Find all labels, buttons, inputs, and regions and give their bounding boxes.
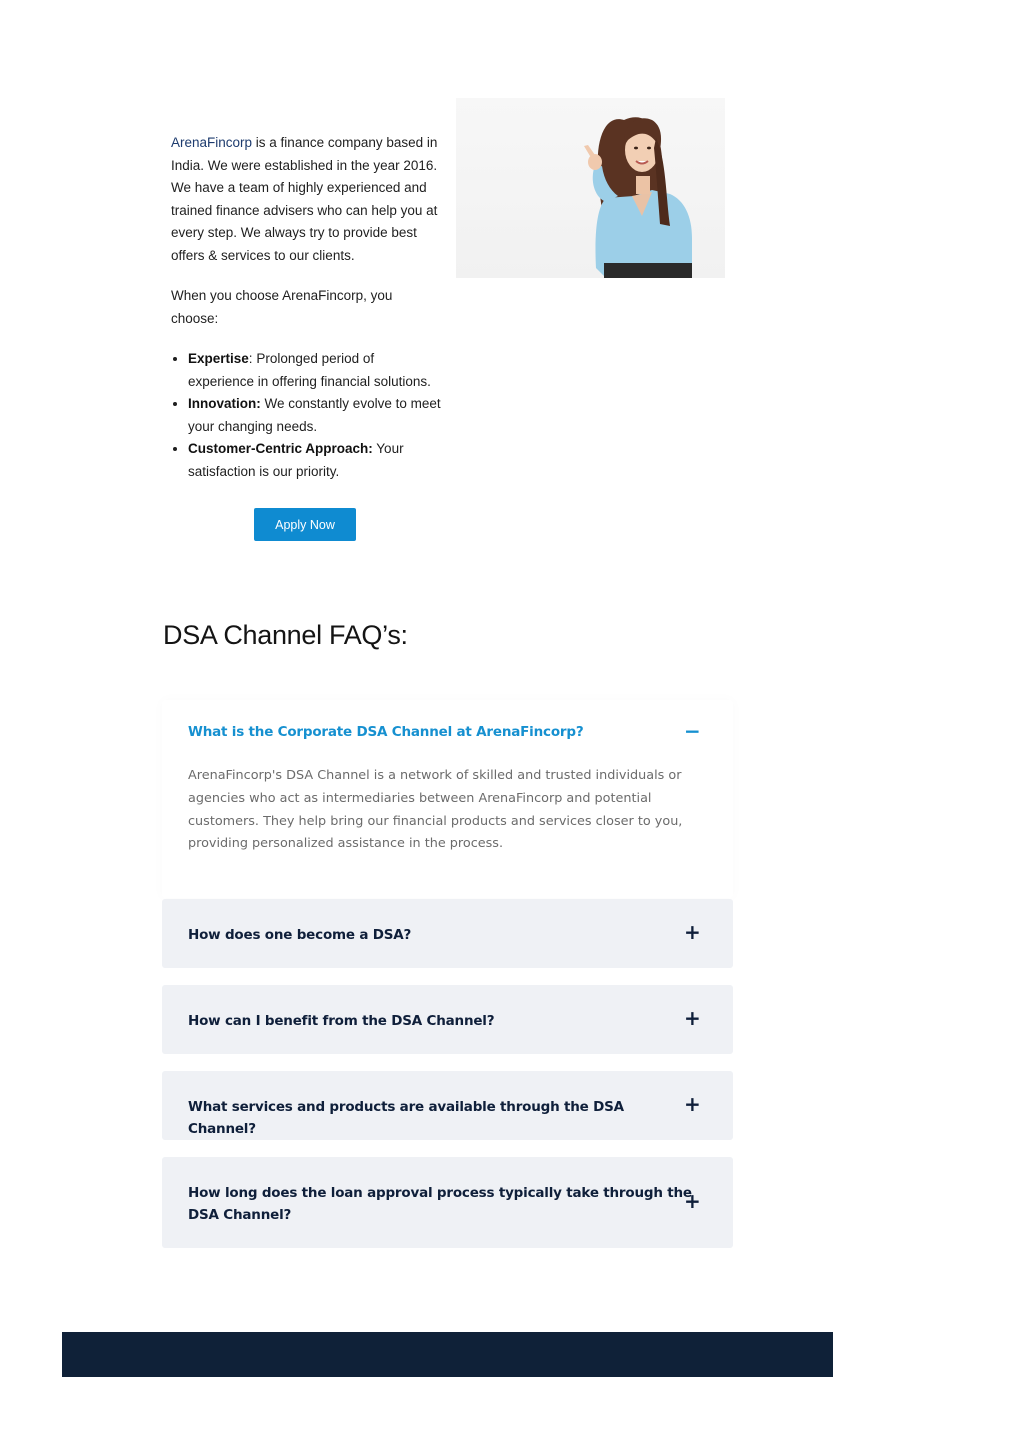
- faq-item-benefit[interactable]: [162, 985, 733, 1054]
- footer-bar: [62, 1332, 833, 1377]
- faq-question[interactable]: What services and products are available through the DSA Channel?: [188, 1099, 624, 1137]
- list-item: • Expertise: Prolonged period of experience in offering financial solutions.: [188, 348, 443, 393]
- list-item: • Innovation: We constantly evolve to meet your changing needs.: [188, 393, 443, 438]
- faq-answer: ArenaFincorp's DSA Channel is a network of skilled and trusted individuals or agencies who act as intermediaries between ArenaFincorp and potential customers. They help bring our financial products and services closer to you, providing personalized assistance in the process.: [188, 768, 683, 852]
- choose-text: When you choose ArenaFincorp, you choose:: [171, 288, 393, 326]
- faq-item-approval-time[interactable]: [162, 1157, 733, 1248]
- plus-icon[interactable]: +: [684, 920, 701, 944]
- faq-question[interactable]: What is the Corporate DSA Channel at ArenaFincorp?: [188, 724, 584, 740]
- faq-item-become-dsa[interactable]: [162, 899, 733, 968]
- list-item: • Customer-Centric Approach: Your satisfaction is our priority.: [188, 438, 443, 483]
- plus-icon[interactable]: +: [684, 1092, 701, 1116]
- faq-item-corporate-dsa: [162, 700, 733, 898]
- arenafincorp-link[interactable]: ArenaFincorp: [171, 135, 253, 150]
- intro-paragraph: [171, 132, 443, 267]
- benefits-list: [171, 348, 443, 483]
- faq-question[interactable]: How can I benefit from the DSA Channel?: [188, 1013, 495, 1029]
- faq-heading: DSA Channel FAQ’s:: [163, 620, 408, 650]
- woman-illustration: [456, 98, 725, 278]
- faq-item-services[interactable]: [162, 1071, 733, 1140]
- plus-icon[interactable]: +: [684, 1189, 701, 1213]
- faq-question[interactable]: How does one become a DSA?: [188, 927, 412, 943]
- about-section: [171, 132, 443, 483]
- faq-question[interactable]: How long does the loan approval process typically take through the DSA Channel?: [188, 1185, 692, 1223]
- apply-now-button[interactable]: Apply Now: [254, 508, 356, 541]
- intro-text: is a finance company based in India. We were established in the year 2016. We have a team of highly experienced and trained finance advisers who can help you at every step. We always try to provide best offers & services to our clients.: [171, 135, 438, 263]
- plus-icon[interactable]: +: [684, 1006, 701, 1030]
- woman-pointing-image: [456, 98, 725, 278]
- minus-icon[interactable]: −: [684, 719, 701, 743]
